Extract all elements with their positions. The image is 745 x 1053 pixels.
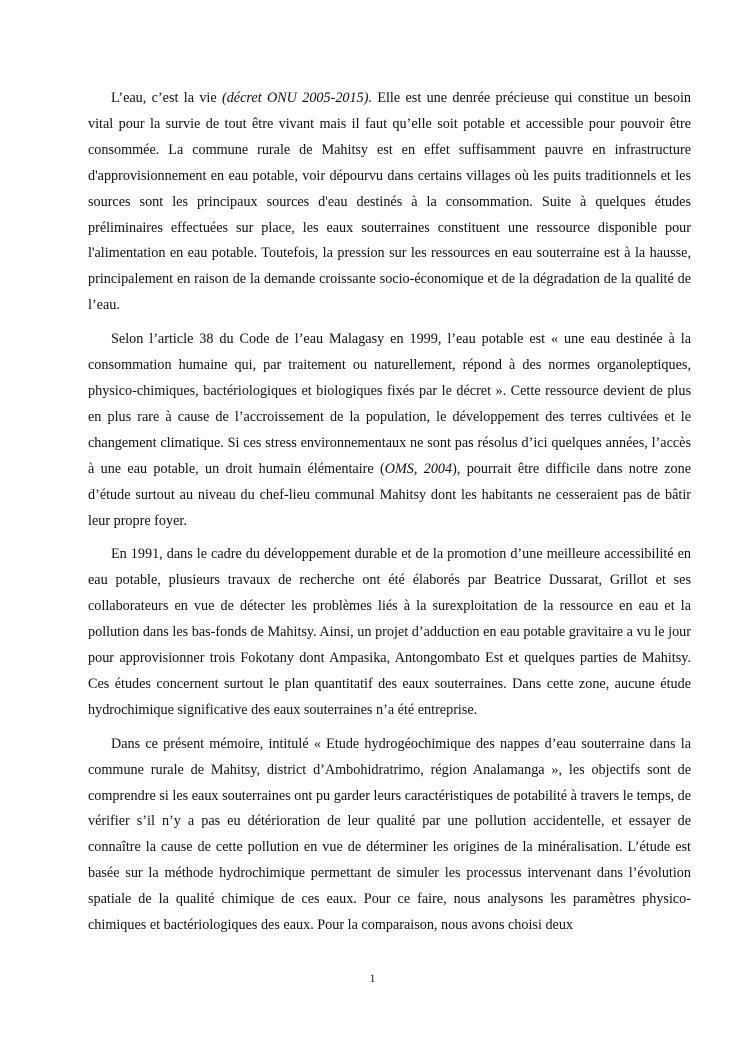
paragraph-1-text-a: L’eau, c’est la vie <box>111 90 222 106</box>
paragraph-2-text-c: ), pourrait être difficile dans notre zone d’étude surtout au niveau du chef-lieu communal Mahitsy dont les habitants ne cesseraient pas de bâtir leur propre foyer. <box>88 460 692 529</box>
paragraph-1-text-c: Elle est une denrée précieuse qui constitue un besoin vital pour la survie de tout être vivant mais il faut qu’elle soit potable et accessible pour pouvoir être consommée. La commune rurale de Mahitsy est en effet suffisamment pauvre en infrastructure d'approvisionnement en eau potable, voir dépourvu dans certains villages où les puits traditionnels et les sources sont les principaux sources d'eau destinés à la consommation. Suite à quelques études préliminaires effectuées sur place, les eaux souterraines constituent une ressource disponible pour l'alimentation en eau potable. Toutefois, la pression sur les ressources en eau souterraine est à la hausse, principalement en raison de la demande croissante socio-économique et de la dégradation de la qualité de l’eau. <box>88 90 691 314</box>
document-page <box>88 86 691 947</box>
paragraph-4-text: Dans ce présent mémoire, intitulé « Etude hydrogéochimique des nappes d’eau souterraine dans la commune rurale de Mahitsy, district d’Ambohidratrimo, région Analamanga », les objectifs sont de comprendre si les eaux souterraines ont pu garder leurs caractéristiques de potabilité à travers le temps, de vérifier s’il n’y a pas eu détérioration de leur qualité par une pollution accidentelle, et essayer de connaître la cause de cette pollution en vue de déterminer les origines de la minéralisation. L’étude est basée sur la méthode hydrochimique permettant de simuler les processus intervenant dans l’évolution spatiale de la qualité chimique de ces eaux. Pour ce faire, nous analysons les paramètres physico-chimiques et bactériologiques des eaux. Pour la comparaison, nous avons choisi deux <box>88 735 691 934</box>
paragraph-2 <box>88 327 691 534</box>
citation-onu-decree: (décret ONU 2005-2015). <box>221 90 372 106</box>
paragraph-1 <box>88 86 691 319</box>
paragraph-3-text: En 1991, dans le cadre du développement durable et de la promotion d’une meilleure accessibilité en eau potable, plusieurs travaux de recherche ont été élaborés par Beatrice Dussarat, Grillot et ses collaborateurs en vue de détecter les problèmes liés à la surexploitation de la ressource en eau et la pollution dans les bas-fonds de Mahitsy. Ainsi, un projet d’adduction en eau potable gravitaire a vu le jour pour approvisionner trois Fokotany dont Ampasika, Antongombato Est et quelques parties de Mahitsy. Ces études concernent surtout le plan quantitatif des eaux souterraines. Dans cette zone, aucune étude hydrochimique significative des eaux souterraines n’a été entreprise. <box>88 546 691 718</box>
paragraph-4 <box>88 732 691 939</box>
paragraph-2-text-a: Selon l’article 38 du Code de l’eau Malagasy en 1999, l’eau potable est « une eau destinée à la consommation humaine qui, par traitement ou naturellement, répond à des normes organoleptiques, physico-chimiques, bactériologiques et biologiques fixés par le décret ». Cette ressource devient de plus en plus rare à cause de l’accroissement de la population, le développement des terres cultivées et le changement climatique. Si ces stress environnementaux ne sont pas résolus d’ici quelques années, l’accès à une eau potable, un droit humain élémentaire ( <box>88 331 691 477</box>
page-number: 1 <box>369 971 376 985</box>
paragraph-3 <box>88 542 691 723</box>
citation-oms: OMS, 2004 <box>384 460 453 477</box>
